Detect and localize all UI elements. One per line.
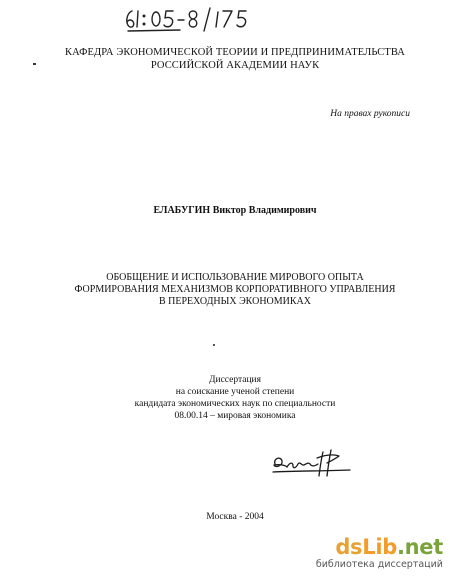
signature-drawing — [265, 446, 365, 480]
logo-ds: ds — [335, 535, 363, 559]
logo-lib: Lib — [362, 535, 397, 559]
degree-line-1: Диссертация — [209, 375, 261, 385]
department-line-2: РОССИЙСКОЙ АКАДЕМИИ НАУК — [150, 60, 320, 71]
department-heading — [40, 46, 430, 72]
dslib-logo — [303, 535, 443, 559]
degree-line-3: кандидата экономических наук по специальности — [134, 399, 336, 409]
city-year: Москва - 2004 — [206, 512, 264, 522]
degree-line-4: 08.00.14 – мировая экономика — [174, 411, 296, 421]
stray-dot — [213, 344, 215, 346]
degree-statement — [40, 374, 430, 422]
title-line-3: В ПЕРЕХОДНЫХ ЭКОНОМИКАХ — [158, 296, 311, 307]
dissertation-title — [40, 272, 430, 308]
stray-ink-mark — [33, 63, 36, 65]
watermark-subtitle: библиотека диссертаций — [315, 559, 443, 570]
dslib-watermark — [303, 535, 443, 579]
degree-line-2: на соискание ученой степени — [175, 387, 295, 397]
logo-net: .net — [396, 535, 443, 559]
rights-note: На правах рукописи — [330, 109, 410, 119]
title-line-2: ФОРМИРОВАНИЯ МЕХАНИЗМОВ КОРПОРАТИВНОГО УПРАВЛЕНИЯ — [74, 284, 396, 295]
department-line-1: КАФЕДРА ЭКОНОМИЧЕСКОЙ ТЕОРИИ И ПРЕДПРИНИМАТЕЛЬСТВА — [65, 47, 405, 58]
handwritten-reference-drawing — [120, 5, 280, 33]
handwritten-reference — [120, 5, 280, 33]
author-name: ЕЛАБУГИН Виктор Владимирович — [153, 205, 317, 216]
title-line-1: ОБОБЩЕНИЕ И ИСПОЛЬЗОВАНИЕ МИРОВОГО ОПЫТА — [106, 272, 364, 283]
signature — [265, 446, 365, 480]
